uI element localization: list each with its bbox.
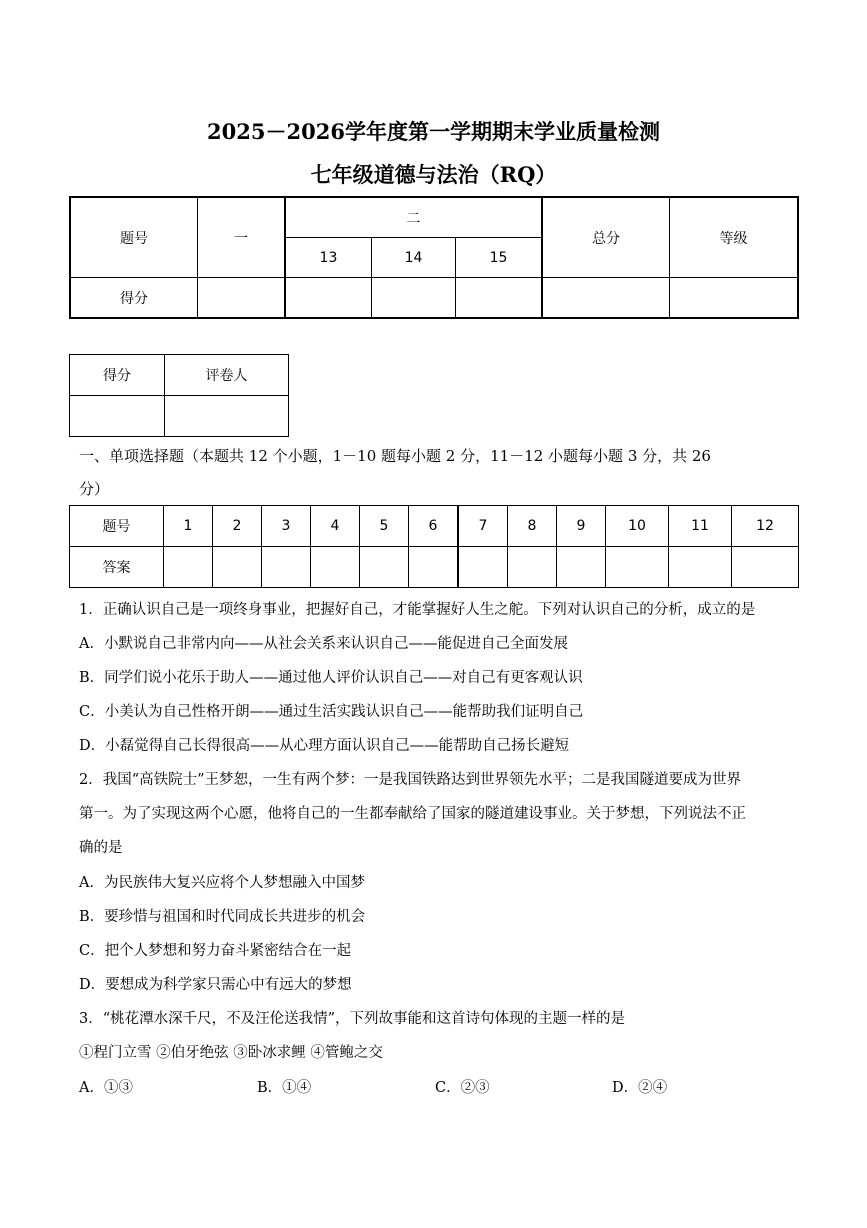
answer-cell <box>164 547 213 588</box>
score-col-label: 题号 <box>70 197 198 278</box>
grader-score-cell <box>70 396 165 437</box>
answer-num: 7 <box>458 506 508 547</box>
answer-row-label: 题号 <box>70 506 164 547</box>
grader-name-label: 评卷人 <box>165 355 289 396</box>
answer-cell <box>458 547 508 588</box>
q1-option-a: A．小默说自己非常内向——从社会关系来认识自己——能促进自己全面发展 <box>79 636 568 652</box>
grader-name-cell <box>165 396 289 437</box>
score-col-two: 二 <box>285 197 542 238</box>
answer-num: 4 <box>311 506 360 547</box>
q1-option-c: C．小美认为自己性格开朗——通过生活实践认识自己——能帮助我们证明自己 <box>79 704 584 720</box>
grader-score-label: 得分 <box>70 355 165 396</box>
answer-cell <box>508 547 557 588</box>
answer-num: 2 <box>213 506 262 547</box>
answer-cell <box>213 547 262 588</box>
answer-num: 12 <box>732 506 799 547</box>
q2-option-b: B．要珍惜与祖国和时代同成长共进步的机会 <box>79 909 366 925</box>
section1-heading-cont: 分） <box>79 480 110 498</box>
answer-num: 5 <box>360 506 409 547</box>
q3-option-b: B．①④ <box>257 1080 312 1096</box>
score-sub-15: 15 <box>456 238 542 278</box>
answer-num: 3 <box>262 506 311 547</box>
answer-num: 10 <box>606 506 669 547</box>
score-cell-grade <box>670 278 799 319</box>
answer-cell <box>409 547 459 588</box>
answer-num: 9 <box>557 506 606 547</box>
q2-option-d: D．要想成为科学家只需心中有远大的梦想 <box>79 977 352 993</box>
score-col-grade: 等级 <box>670 197 799 278</box>
q3-option-c: C．②③ <box>435 1080 490 1096</box>
q2-stem-cont: 第一。为了实现这两个心愿，他将自己的一生都奉献给了国家的隧道建设事业。关于梦想，下列说法不正 <box>79 806 746 822</box>
q2-option-a: A．为民族伟大复兴应将个人梦想融入中国梦 <box>79 875 365 891</box>
score-table <box>69 196 799 319</box>
q3-items: ①程门立雪 ②伯牙绝弦 ③卧冰求鲤 ④管鲍之交 <box>79 1045 383 1061</box>
q2-option-c: C．把个人梦想和努力奋斗紧密结合在一起 <box>79 943 352 959</box>
answer-cell <box>360 547 409 588</box>
q1-option-d: D．小磊觉得自己长得很高——从心理方面认识自己——能帮助自己扬长避短 <box>79 738 570 754</box>
q2-stem-end: 确的是 <box>79 840 123 856</box>
answer-table <box>69 505 799 588</box>
answer-cell <box>669 547 732 588</box>
score-sub-13: 13 <box>285 238 371 278</box>
answer-num: 6 <box>409 506 459 547</box>
answer-cell <box>732 547 799 588</box>
score-sub-14: 14 <box>371 238 455 278</box>
exam-title: 2025－2026学年度第一学期期末学业质量检测 <box>207 119 660 144</box>
answer-num: 11 <box>669 506 732 547</box>
score-cell-13 <box>285 278 371 319</box>
answer-cell <box>311 547 360 588</box>
score-row-label: 得分 <box>70 278 198 319</box>
score-cell-one <box>198 278 286 319</box>
q2-stem: 2．我国“高铁院士”王梦恕，一生有两个梦：一是我国铁路达到世界领先水平；二是我国隧道要成为世界 <box>79 772 742 788</box>
answer-row2-label: 答案 <box>70 547 164 588</box>
q1-option-b: B．同学们说小花乐于助人——通过他人评价认识自己——对自己有更客观认识 <box>79 670 583 686</box>
grader-table <box>69 354 289 437</box>
answer-cell <box>606 547 669 588</box>
score-col-total: 总分 <box>542 197 670 278</box>
answer-cell <box>262 547 311 588</box>
q3-option-a: A．①③ <box>79 1080 133 1096</box>
exam-subtitle: 七年级道德与法治（RQ） <box>310 162 557 187</box>
q3-option-d: D．②④ <box>612 1080 668 1096</box>
score-col-one: 一 <box>198 197 286 278</box>
score-cell-14 <box>371 278 455 319</box>
q3-stem: 3．“桃花潭水深千尺，不及汪伦送我情”，下列故事能和这首诗句体现的主题一样的是 <box>79 1011 626 1027</box>
answer-cell <box>557 547 606 588</box>
score-cell-total <box>542 278 670 319</box>
answer-num: 8 <box>508 506 557 547</box>
section1-heading: 一、单项选择题（本题共 12 个小题，1－10 题每小题 2 分，11－12 小题每小题 3 分，共 26 <box>79 447 711 465</box>
q1-stem: 1．正确认识自己是一项终身事业，把握好自己，才能掌握好人生之舵。下列对认识自己的分析，成立的是 <box>79 602 756 618</box>
answer-num: 1 <box>164 506 213 547</box>
score-cell-15 <box>456 278 542 319</box>
